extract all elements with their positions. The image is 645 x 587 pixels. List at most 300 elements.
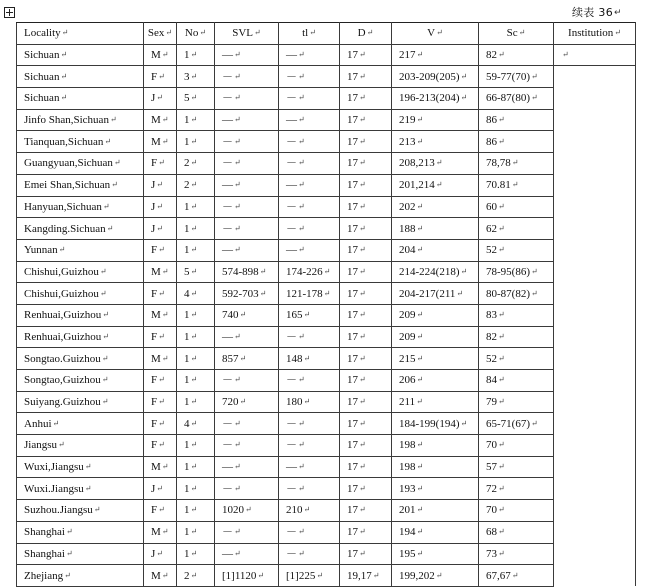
cell-sex[interactable] <box>144 478 177 500</box>
cell-sex[interactable] <box>144 88 177 110</box>
cell-svl[interactable] <box>215 565 279 587</box>
cell-sc[interactable] <box>479 196 554 218</box>
cell-tl[interactable] <box>279 218 340 240</box>
cell-institution[interactable] <box>554 283 636 305</box>
cell-tl[interactable] <box>279 131 340 153</box>
table-row <box>17 391 636 413</box>
cell-locality[interactable] <box>17 456 144 478</box>
cell-sc[interactable] <box>479 543 554 565</box>
cell-d[interactable] <box>340 174 392 196</box>
cell-locality[interactable] <box>17 370 144 392</box>
cell-locality-value: Sichuan <box>24 92 60 105</box>
paragraph-mark-icon: ↵ <box>359 440 366 450</box>
cell-no-value: 4 <box>184 417 190 430</box>
cell-locality-value: Sichuan <box>24 49 60 62</box>
cell-tl[interactable] <box>279 456 340 478</box>
cell-institution[interactable] <box>554 478 636 500</box>
paragraph-mark-icon: ↵ <box>298 71 305 81</box>
cell-svl[interactable] <box>215 174 279 196</box>
cell-svl[interactable] <box>215 283 279 305</box>
cell-sex[interactable] <box>144 565 177 587</box>
cell-no[interactable] <box>177 283 215 305</box>
cell-v[interactable] <box>392 239 479 261</box>
cell-institution[interactable] <box>554 435 636 457</box>
cell-d[interactable] <box>340 521 392 543</box>
cell-sex[interactable] <box>144 348 177 370</box>
paragraph-mark-icon: ↵ <box>190 570 198 580</box>
cell-locality[interactable] <box>17 239 144 261</box>
cell-d[interactable] <box>340 304 392 326</box>
cell-sc[interactable] <box>479 304 554 326</box>
cell-svl-value: 857 <box>222 352 239 365</box>
cell-sex[interactable] <box>144 326 177 348</box>
cell-d[interactable] <box>340 370 392 392</box>
cell-d[interactable] <box>340 66 392 88</box>
cell-d[interactable] <box>340 109 392 131</box>
cell-svl-value: － <box>222 439 233 452</box>
cell-locality[interactable] <box>17 543 144 565</box>
cell-svl[interactable] <box>215 131 279 153</box>
cell-institution[interactable] <box>554 109 636 131</box>
paragraph-mark-icon: ↵ <box>65 548 73 558</box>
cell-no[interactable] <box>177 153 215 175</box>
cell-d[interactable] <box>340 88 392 110</box>
cell-tl[interactable] <box>279 239 340 261</box>
cell-sex[interactable] <box>144 239 177 261</box>
cell-institution[interactable] <box>554 153 636 175</box>
cell-no[interactable] <box>177 109 215 131</box>
cell-locality[interactable] <box>17 348 144 370</box>
cell-tl[interactable] <box>279 413 340 435</box>
cell-institution[interactable] <box>554 66 636 88</box>
cell-no[interactable] <box>177 326 215 348</box>
cell-no[interactable] <box>177 543 215 565</box>
cell-svl[interactable] <box>215 153 279 175</box>
paragraph-mark-icon: ↵ <box>234 223 241 233</box>
cell-locality[interactable] <box>17 435 144 457</box>
cell-v[interactable] <box>392 66 479 88</box>
paragraph-mark-icon: ↵ <box>359 245 366 255</box>
cell-no[interactable] <box>177 174 215 196</box>
cell-d[interactable] <box>340 239 392 261</box>
cell-tl[interactable] <box>279 326 340 348</box>
cell-no-value: 1 <box>184 396 190 409</box>
cell-tl[interactable] <box>279 348 340 370</box>
cell-sex[interactable] <box>144 283 177 305</box>
paragraph-mark-icon: ↵ <box>359 223 366 233</box>
cell-sex[interactable] <box>144 196 177 218</box>
cell-locality[interactable] <box>17 391 144 413</box>
cell-sex[interactable] <box>144 521 177 543</box>
paragraph-mark-icon: ↵ <box>234 201 241 211</box>
cell-sc[interactable] <box>479 521 554 543</box>
cell-svl[interactable] <box>215 44 279 66</box>
cell-locality[interactable] <box>17 304 144 326</box>
cell-v[interactable] <box>392 88 479 110</box>
cell-svl[interactable] <box>215 66 279 88</box>
cell-tl[interactable] <box>279 261 340 283</box>
cell-institution[interactable] <box>554 543 636 565</box>
cell-sc[interactable] <box>479 283 554 305</box>
cell-svl[interactable] <box>215 109 279 131</box>
cell-sc[interactable] <box>479 109 554 131</box>
paragraph-mark-icon: ↵ <box>158 158 165 168</box>
cell-sc-value: 52 <box>486 352 497 365</box>
cell-institution[interactable] <box>554 239 636 261</box>
cell-sc[interactable] <box>479 456 554 478</box>
cell-locality-value: Shanghai <box>24 526 65 539</box>
cell-locality-value: Anhui <box>24 417 52 430</box>
cell-sex-value: F <box>151 417 158 430</box>
cell-sex[interactable] <box>144 435 177 457</box>
cell-tl[interactable] <box>279 521 340 543</box>
cell-institution[interactable] <box>554 521 636 543</box>
cell-v[interactable] <box>392 521 479 543</box>
cell-institution[interactable] <box>554 456 636 478</box>
cell-institution[interactable] <box>554 44 636 66</box>
cell-svl[interactable] <box>215 456 279 478</box>
cell-locality-value: Sichuan <box>24 70 60 83</box>
cell-d-value: 17 <box>347 330 358 343</box>
cell-v[interactable] <box>392 109 479 131</box>
paragraph-mark-icon: ↵ <box>359 527 366 537</box>
cell-no[interactable] <box>177 435 215 457</box>
cell-sex[interactable] <box>144 413 177 435</box>
paragraph-mark-icon: ↵ <box>234 375 241 385</box>
cell-v[interactable] <box>392 261 479 283</box>
cell-no[interactable] <box>177 196 215 218</box>
cell-v[interactable] <box>392 174 479 196</box>
cell-svl[interactable] <box>215 435 279 457</box>
paragraph-mark-icon: ↵ <box>190 115 198 125</box>
cell-v[interactable] <box>392 283 479 305</box>
cell-locality[interactable] <box>17 500 144 522</box>
cell-sc[interactable] <box>479 370 554 392</box>
cell-locality[interactable] <box>17 218 144 240</box>
cell-no[interactable] <box>177 304 215 326</box>
cell-locality-value: Zhejiang <box>24 569 64 582</box>
cell-sc[interactable] <box>479 131 554 153</box>
cell-svl[interactable] <box>215 391 279 413</box>
cell-locality[interactable] <box>17 565 144 587</box>
paragraph-mark-icon: ↵ <box>498 201 505 211</box>
paragraph-mark-icon: ↵ <box>190 548 198 558</box>
cell-tl[interactable] <box>279 543 340 565</box>
cell-sex[interactable] <box>144 153 177 175</box>
cell-locality[interactable] <box>17 131 144 153</box>
cell-v[interactable] <box>392 44 479 66</box>
cell-no-value: 4 <box>184 287 190 300</box>
cell-sc[interactable] <box>479 239 554 261</box>
paragraph-mark-icon: ↵ <box>416 483 424 493</box>
cell-v[interactable] <box>392 131 479 153</box>
cell-d[interactable] <box>340 413 392 435</box>
cell-svl[interactable] <box>215 370 279 392</box>
cell-tl[interactable] <box>279 435 340 457</box>
cell-locality[interactable] <box>17 413 144 435</box>
cell-institution[interactable] <box>554 326 636 348</box>
cell-v[interactable] <box>392 456 479 478</box>
cell-tl[interactable] <box>279 500 340 522</box>
cell-institution[interactable] <box>554 196 636 218</box>
cell-no[interactable] <box>177 239 215 261</box>
cell-sc[interactable] <box>479 500 554 522</box>
cell-institution[interactable] <box>554 413 636 435</box>
cell-d[interactable] <box>340 478 392 500</box>
table-row <box>17 478 636 500</box>
cell-institution[interactable] <box>554 218 636 240</box>
cell-sc[interactable] <box>479 153 554 175</box>
cell-sex[interactable] <box>144 109 177 131</box>
cell-tl[interactable] <box>279 283 340 305</box>
paragraph-mark-icon: ↵ <box>416 505 424 515</box>
table-row <box>17 153 636 175</box>
cell-v[interactable] <box>392 413 479 435</box>
cell-v[interactable] <box>392 304 479 326</box>
cell-sc[interactable] <box>479 261 554 283</box>
paragraph-mark-icon: ↵ <box>359 266 366 276</box>
cell-institution[interactable] <box>554 391 636 413</box>
cell-no[interactable] <box>177 348 215 370</box>
table-move-handle-icon[interactable] <box>4 7 15 18</box>
cell-v[interactable] <box>392 391 479 413</box>
cell-sex[interactable] <box>144 543 177 565</box>
cell-sc[interactable] <box>479 44 554 66</box>
cell-svl[interactable] <box>215 521 279 543</box>
cell-no[interactable] <box>177 413 215 435</box>
cell-no[interactable] <box>177 521 215 543</box>
cell-d[interactable] <box>340 543 392 565</box>
cell-locality[interactable] <box>17 521 144 543</box>
cell-sc[interactable] <box>479 88 554 110</box>
cell-sex[interactable] <box>144 44 177 66</box>
table-row <box>17 283 636 305</box>
cell-d[interactable] <box>340 261 392 283</box>
cell-d[interactable] <box>340 153 392 175</box>
paragraph-mark-icon: ↵ <box>102 310 109 320</box>
cell-v[interactable] <box>392 543 479 565</box>
paragraph-mark-icon: ↵ <box>298 483 305 493</box>
cell-sc[interactable] <box>479 218 554 240</box>
cell-d[interactable] <box>340 218 392 240</box>
cell-d[interactable] <box>340 326 392 348</box>
cell-v[interactable] <box>392 370 479 392</box>
cell-v-value: 194 <box>399 526 416 539</box>
cell-tl[interactable] <box>279 109 340 131</box>
cell-sex-value: J <box>151 482 156 495</box>
cell-v-value: 204-217(211 <box>399 287 456 300</box>
cell-svl[interactable] <box>215 326 279 348</box>
cell-tl[interactable] <box>279 174 340 196</box>
cell-tl[interactable] <box>279 196 340 218</box>
paragraph-mark-icon: ↵ <box>113 158 121 168</box>
cell-sex[interactable] <box>144 218 177 240</box>
cell-sex[interactable] <box>144 304 177 326</box>
cell-no[interactable] <box>177 565 215 587</box>
cell-v[interactable] <box>392 478 479 500</box>
cell-no[interactable] <box>177 66 215 88</box>
cell-locality[interactable] <box>17 478 144 500</box>
paragraph-mark-icon: ↵ <box>161 136 169 146</box>
cell-svl[interactable] <box>215 261 279 283</box>
cell-no-value: 2 <box>184 179 190 192</box>
cell-locality[interactable] <box>17 44 144 66</box>
cell-sex-value: M <box>151 461 161 474</box>
paragraph-mark-icon: ↵ <box>245 505 252 515</box>
cell-sc[interactable] <box>479 174 554 196</box>
cell-svl[interactable] <box>215 239 279 261</box>
cell-no[interactable] <box>177 261 215 283</box>
paragraph-mark-icon: ↵ <box>298 136 305 146</box>
cell-locality-value: Yunnan <box>24 244 58 257</box>
cell-sex[interactable] <box>144 456 177 478</box>
cell-d-value: 17 <box>347 309 358 322</box>
cell-tl[interactable] <box>279 88 340 110</box>
cell-v[interactable] <box>392 196 479 218</box>
cell-no[interactable] <box>177 44 215 66</box>
paragraph-mark-icon: ↵ <box>359 462 366 472</box>
cell-no[interactable] <box>177 500 215 522</box>
cell-svl[interactable] <box>215 413 279 435</box>
cell-tl-value: — <box>286 244 297 257</box>
cell-institution[interactable] <box>554 261 636 283</box>
cell-no[interactable] <box>177 88 215 110</box>
cell-svl[interactable] <box>215 218 279 240</box>
cell-institution[interactable] <box>554 131 636 153</box>
paragraph-mark-icon: ↵ <box>498 245 505 255</box>
cell-v[interactable] <box>392 218 479 240</box>
paragraph-mark-icon: ↵ <box>161 115 169 125</box>
cell-d[interactable] <box>340 283 392 305</box>
table-row <box>17 304 636 326</box>
cell-tl-value: － <box>286 374 297 387</box>
cell-v[interactable] <box>392 153 479 175</box>
cell-svl[interactable] <box>215 196 279 218</box>
cell-locality[interactable] <box>17 153 144 175</box>
cell-sex[interactable] <box>144 131 177 153</box>
cell-v[interactable] <box>392 326 479 348</box>
cell-institution[interactable] <box>554 500 636 522</box>
cell-sc[interactable] <box>479 478 554 500</box>
cell-tl[interactable] <box>279 66 340 88</box>
cell-sex[interactable] <box>144 500 177 522</box>
cell-no[interactable] <box>177 391 215 413</box>
cell-sex[interactable] <box>144 66 177 88</box>
cell-sex-value: M <box>151 352 161 365</box>
cell-svl[interactable] <box>215 543 279 565</box>
cell-institution[interactable] <box>554 174 636 196</box>
cell-no[interactable] <box>177 478 215 500</box>
cell-no[interactable] <box>177 131 215 153</box>
cell-sc[interactable] <box>479 348 554 370</box>
cell-sc-value: 73 <box>486 547 497 560</box>
cell-tl-value: － <box>286 417 297 430</box>
cell-sc-value: 80-87(82) <box>486 287 530 300</box>
cell-tl[interactable] <box>279 391 340 413</box>
cell-sex[interactable] <box>144 174 177 196</box>
cell-tl-value: — <box>286 461 297 474</box>
cell-svl[interactable] <box>215 478 279 500</box>
cell-sc[interactable] <box>479 66 554 88</box>
cell-svl[interactable] <box>215 88 279 110</box>
cell-locality[interactable] <box>17 261 144 283</box>
cell-d[interactable] <box>340 44 392 66</box>
cell-tl[interactable] <box>279 565 340 587</box>
cell-locality[interactable] <box>17 283 144 305</box>
cell-institution[interactable] <box>554 88 636 110</box>
cell-institution[interactable] <box>554 304 636 326</box>
cell-tl[interactable] <box>279 370 340 392</box>
paragraph-mark-icon: ↵ <box>562 50 569 60</box>
cell-svl[interactable] <box>215 348 279 370</box>
cell-d[interactable] <box>340 565 392 587</box>
cell-sex[interactable] <box>144 391 177 413</box>
cell-sc[interactable] <box>479 565 554 587</box>
cell-d-value: 17 <box>347 157 358 170</box>
cell-svl[interactable] <box>215 500 279 522</box>
cell-locality[interactable] <box>17 88 144 110</box>
cell-no[interactable] <box>177 218 215 240</box>
cell-svl[interactable] <box>215 304 279 326</box>
paragraph-mark-icon: ↵ <box>416 440 424 450</box>
cell-d[interactable] <box>340 435 392 457</box>
cell-tl[interactable] <box>279 304 340 326</box>
cell-sex[interactable] <box>144 370 177 392</box>
cell-sex[interactable] <box>144 261 177 283</box>
cell-d[interactable] <box>340 131 392 153</box>
paragraph-mark-icon: ↵ <box>416 245 424 255</box>
paragraph-mark-icon: ↵ <box>156 180 163 190</box>
cell-sc[interactable] <box>479 435 554 457</box>
cell-v[interactable] <box>392 565 479 587</box>
cell-sc[interactable] <box>479 413 554 435</box>
cell-locality[interactable] <box>17 174 144 196</box>
cell-tl[interactable] <box>279 153 340 175</box>
cell-sc-value: 82 <box>486 330 497 343</box>
cell-institution[interactable] <box>554 565 636 587</box>
cell-tl[interactable] <box>279 44 340 66</box>
cell-d[interactable] <box>340 391 392 413</box>
cell-d[interactable] <box>340 348 392 370</box>
paragraph-mark-icon: ↵ <box>303 397 311 407</box>
cell-locality[interactable] <box>17 66 144 88</box>
cell-v[interactable] <box>392 500 479 522</box>
cell-sc[interactable] <box>479 326 554 348</box>
cell-d[interactable] <box>340 500 392 522</box>
cell-d[interactable] <box>340 196 392 218</box>
cell-sc-value: 83 <box>486 309 497 322</box>
cell-d[interactable] <box>340 456 392 478</box>
cell-tl[interactable] <box>279 478 340 500</box>
cell-institution[interactable] <box>554 348 636 370</box>
cell-no[interactable] <box>177 456 215 478</box>
cell-v[interactable] <box>392 435 479 457</box>
paragraph-mark-icon: ↵ <box>298 418 305 428</box>
cell-locality[interactable] <box>17 109 144 131</box>
cell-v[interactable] <box>392 348 479 370</box>
cell-locality[interactable] <box>17 196 144 218</box>
cell-sc[interactable] <box>479 391 554 413</box>
paragraph-mark-icon: ↵ <box>359 93 366 103</box>
cell-svl-value: 592-703 <box>222 287 259 300</box>
cell-locality[interactable] <box>17 326 144 348</box>
paragraph-mark-icon: ↵ <box>101 353 109 363</box>
paragraph-mark-icon: ↵ <box>498 331 505 341</box>
cell-no[interactable] <box>177 370 215 392</box>
cell-v-value: 188 <box>399 222 416 235</box>
cell-institution[interactable] <box>554 370 636 392</box>
caption-text: 续表 36 <box>572 6 613 19</box>
